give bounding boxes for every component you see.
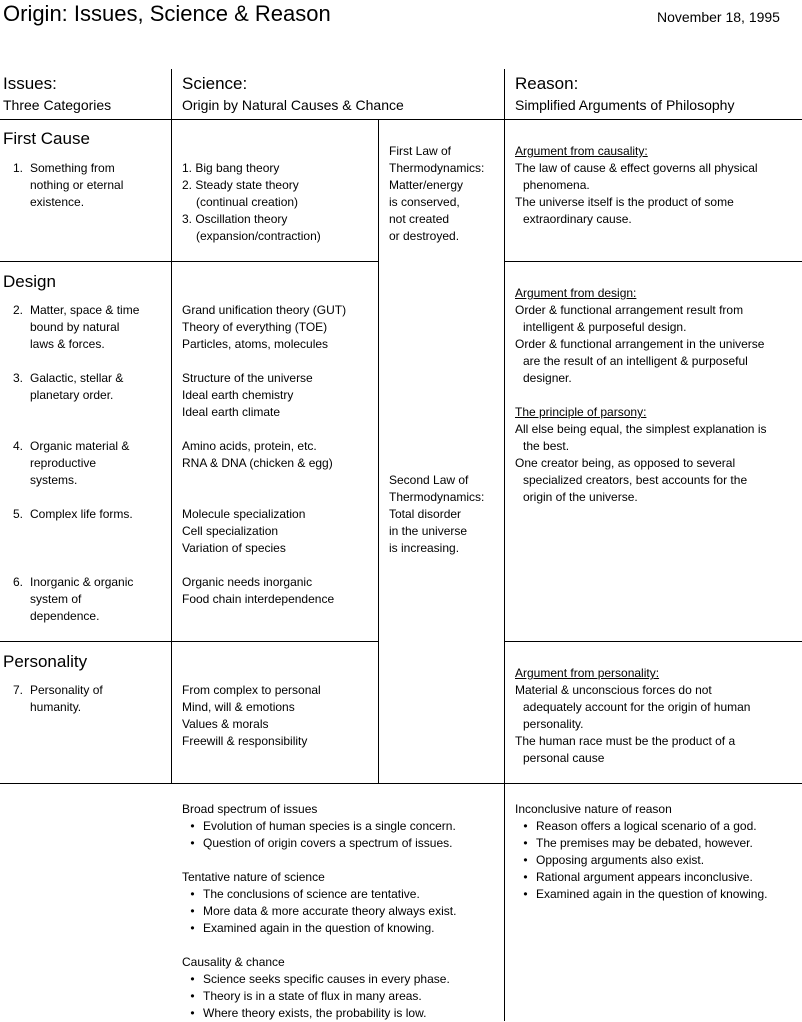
issue-item-5 xyxy=(10,506,168,523)
science-summary xyxy=(182,801,456,1022)
issue-item-number: 3. xyxy=(12,371,23,385)
bullet-icon: • xyxy=(190,904,195,918)
bullet-icon: • xyxy=(190,887,195,901)
personality-science-list xyxy=(182,682,321,750)
issues-column-subtitle: Three Categories xyxy=(3,97,112,113)
first-law-thermodynamics xyxy=(389,143,484,245)
issue-item-number: 7. xyxy=(12,683,23,697)
summary-title: Inconclusive nature of reason xyxy=(515,802,672,816)
issue-item-line: Something from xyxy=(30,161,115,175)
divider-issues-science xyxy=(171,69,172,783)
bullet-icon: • xyxy=(190,921,195,935)
bullet-icon: • xyxy=(190,972,195,986)
divider-design xyxy=(0,641,378,642)
science-line: Grand unification theory (GUT) xyxy=(182,303,347,317)
summary-title: Broad spectrum of issues xyxy=(182,802,318,816)
second-law-thermodynamics xyxy=(389,472,484,557)
science-line: Mind, will & emotions xyxy=(182,700,295,714)
divider-first-cause-reason xyxy=(504,261,802,262)
issue-item-line: planetary order. xyxy=(30,388,114,402)
science-column-title: Science: xyxy=(182,74,248,93)
science-line: Organic needs inorganic xyxy=(182,575,313,589)
law-line: Thermodynamics: xyxy=(389,490,485,504)
issue-item-line: bound by natural xyxy=(30,320,120,334)
reason-summary xyxy=(515,801,768,903)
argument-line: The universe itself is the product of some xyxy=(515,195,734,209)
issue-item-number: 2. xyxy=(12,303,23,317)
science-line: Variation of species xyxy=(182,541,286,555)
argument-line: extraordinary cause. xyxy=(523,212,632,226)
science-line: Amino acids, protein, etc. xyxy=(182,439,317,453)
science-line: Structure of the universe xyxy=(182,371,313,385)
design-science-group-2 xyxy=(182,370,313,421)
argument-from-design xyxy=(515,285,766,506)
issue-item-line: Matter, space & time xyxy=(30,303,140,317)
bullet-icon: • xyxy=(523,870,528,884)
summary-bullet: • Science seeks specific causes in every phase. xyxy=(182,971,456,988)
bullet-icon: • xyxy=(190,1006,195,1020)
issue-item-line: humanity. xyxy=(30,700,82,714)
law-line: not created xyxy=(389,212,450,226)
summary-bullet: • Question of origin covers a spectrum of issues. xyxy=(182,835,456,852)
law-line: Matter/energy xyxy=(389,178,464,192)
argument-title: Argument from causality: xyxy=(515,144,648,158)
law-line: Total disorder xyxy=(389,507,462,521)
design-science-group-3 xyxy=(182,438,333,472)
law-line: Second Law of xyxy=(389,473,469,487)
issue-item-3 xyxy=(10,370,168,404)
science-line: Molecule specialization xyxy=(182,507,306,521)
argument-line: Material & unconscious forces do not xyxy=(515,683,712,697)
argument-line: One creator being, as opposed to several xyxy=(515,456,736,470)
divider-science-reason xyxy=(504,69,505,1021)
science-line: Values & morals xyxy=(182,717,269,731)
argument-from-causality xyxy=(515,143,758,228)
science-line: Particles, atoms, molecules xyxy=(182,337,329,351)
issue-item-line: system of xyxy=(30,592,82,606)
argument-line: are the result of an intelligent & purposeful xyxy=(523,354,748,368)
argument-line: phenomena. xyxy=(523,178,590,192)
law-line: is increasing. xyxy=(389,541,460,555)
issue-item-line: Organic material & xyxy=(30,439,130,453)
issue-item-line: systems. xyxy=(30,473,78,487)
issue-item-number: 5. xyxy=(12,507,23,521)
bullet-icon: • xyxy=(523,836,528,850)
science-line: (continual creation) xyxy=(196,195,299,209)
bullet-icon: • xyxy=(190,989,195,1003)
divider-header xyxy=(0,119,802,120)
divider-design-reason xyxy=(504,641,802,642)
science-line: From complex to personal xyxy=(182,683,321,697)
design-science-group-1 xyxy=(182,302,346,353)
issue-item-7 xyxy=(10,682,168,716)
issue-item-line: Complex life forms. xyxy=(30,507,133,521)
reason-column-title: Reason: xyxy=(515,74,579,93)
science-line: Freewill & responsibility xyxy=(182,734,308,748)
issue-item-line: dependence. xyxy=(30,609,100,623)
summary-title: Causality & chance xyxy=(182,955,285,969)
issue-item-line: Galactic, stellar & xyxy=(30,371,124,385)
law-line: is conserved, xyxy=(389,195,460,209)
design-science-group-5 xyxy=(182,574,334,608)
bullet-icon: • xyxy=(523,887,528,901)
science-line: Ideal earth climate xyxy=(182,405,281,419)
personality-heading: Personality xyxy=(3,652,88,671)
issue-item-4 xyxy=(10,438,168,489)
bullet-icon: • xyxy=(523,819,528,833)
argument-line: intelligent & purposeful design. xyxy=(523,320,687,334)
argument-line: The law of cause & effect governs all physical xyxy=(515,161,758,175)
divider-first-cause xyxy=(0,261,378,262)
design-science-group-4 xyxy=(182,506,305,557)
reason-column-subtitle: Simplified Arguments of Philosophy xyxy=(515,97,735,113)
argument-line: Order & functional arrangement result from xyxy=(515,303,744,317)
design-heading: Design xyxy=(3,272,56,291)
issue-item-6 xyxy=(10,574,168,625)
law-line: First Law of xyxy=(389,144,452,158)
argument-line: the best. xyxy=(523,439,570,453)
issue-item-1 xyxy=(10,160,168,211)
argument-line: designer. xyxy=(523,371,572,385)
science-line: (expansion/contraction) xyxy=(196,229,321,243)
science-line: Food chain interdependence xyxy=(182,592,335,606)
argument-line: The human race must be the product of a xyxy=(515,734,736,748)
bullet-icon: • xyxy=(523,853,528,867)
divider-personality xyxy=(0,783,802,784)
issue-item-number: 4. xyxy=(12,439,23,453)
argument-line: personality. xyxy=(523,717,584,731)
argument-line: adequately account for the origin of human xyxy=(523,700,751,714)
summary-bullet: • The conclusions of science are tentative. xyxy=(182,886,456,903)
summary-bullet: • Where theory exists, the probability is low. xyxy=(182,1005,456,1022)
argument-from-personality xyxy=(515,665,750,767)
summary-bullet: • Reason offers a logical scenario of a god. xyxy=(515,818,768,835)
issue-item-2 xyxy=(10,302,168,353)
argument-line: specialized creators, best accounts for the xyxy=(523,473,748,487)
issue-item-line: existence. xyxy=(30,195,85,209)
issue-item-number: 1. xyxy=(12,161,23,175)
science-line: Cell specialization xyxy=(182,524,279,538)
summary-bullet: • More data & more accurate theory always exist. xyxy=(182,903,456,920)
first-cause-science-list xyxy=(182,160,321,245)
argument-title: Argument from design: xyxy=(515,286,637,300)
principle-of-parsony-title: The principle of parsony: xyxy=(515,405,647,419)
argument-line: origin of the universe. xyxy=(523,490,638,504)
bullet-icon: • xyxy=(190,819,195,833)
summary-bullet: • Examined again in the question of knowing. xyxy=(182,920,456,937)
first-cause-heading: First Cause xyxy=(3,129,90,148)
divider-science-law xyxy=(378,119,379,783)
law-line: in the universe xyxy=(389,524,468,538)
bullet-icon: • xyxy=(190,836,195,850)
page-date: November 18, 1995 xyxy=(657,9,780,25)
science-line: 2. Steady state theory xyxy=(182,178,299,192)
science-line: Ideal earth chemistry xyxy=(182,388,294,402)
law-line: or destroyed. xyxy=(389,229,460,243)
law-line: Thermodynamics: xyxy=(389,161,485,175)
summary-bullet: • Opposing arguments also exist. xyxy=(515,852,768,869)
issue-item-line: laws & forces. xyxy=(30,337,105,351)
issue-item-number: 6. xyxy=(12,575,23,589)
issue-item-line: Inorganic & organic xyxy=(30,575,134,589)
page-title: Origin: Issues, Science & Reason xyxy=(3,1,331,26)
argument-line: Order & functional arrangement in the universe xyxy=(515,337,765,351)
summary-bullet: • Evolution of human species is a single concern. xyxy=(182,818,456,835)
summary-bullet: • Rational argument appears inconclusive. xyxy=(515,869,768,886)
argument-line: personal cause xyxy=(523,751,605,765)
science-line: 1. Big bang theory xyxy=(182,161,280,175)
summary-bullet: • Theory is in a state of flux in many areas. xyxy=(182,988,456,1005)
science-line: 3. Oscillation theory xyxy=(182,212,288,226)
summary-title: Tentative nature of science xyxy=(182,870,325,884)
argument-line: All else being equal, the simplest explanation is xyxy=(515,422,767,436)
science-line: Theory of everything (TOE) xyxy=(182,320,328,334)
summary-bullet: • The premises may be debated, however. xyxy=(515,835,768,852)
science-line: RNA & DNA (chicken & egg) xyxy=(182,456,333,470)
issue-item-line: Personality of xyxy=(30,683,103,697)
issue-item-line: nothing or eternal xyxy=(30,178,124,192)
argument-title: Argument from personality: xyxy=(515,666,660,680)
issue-item-line: reproductive xyxy=(30,456,97,470)
issues-column-title: Issues: xyxy=(3,74,57,93)
summary-bullet: • Examined again in the question of knowing. xyxy=(515,886,768,903)
science-column-subtitle: Origin by Natural Causes & Chance xyxy=(182,97,404,113)
